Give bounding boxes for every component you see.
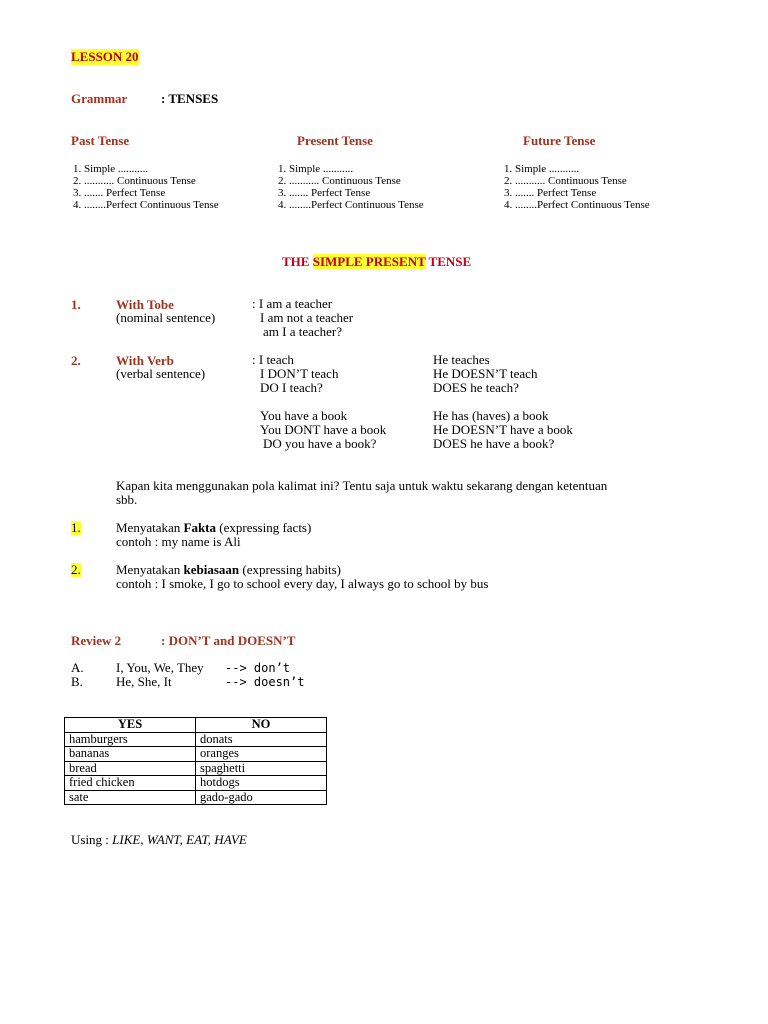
using-label: Using : [71,832,113,847]
table-row [65,776,327,791]
use-1-bold: Fakta [183,520,217,535]
tobe-line-1: : I am a teacher [252,296,333,311]
verb-left-2: I DON’T teach [260,366,339,381]
use-2-number: 2. [71,562,81,577]
table-cell: hamburgers [65,732,196,747]
section-title [282,254,471,270]
rule-b-subject: He, She, It [116,674,172,689]
list-item: 2. ........... Continuous Tense [278,175,401,187]
use-1-pre: Menyatakan [116,520,184,535]
kapan-line-1: Kapan kita menggunakan pola kalimat ini? Tentu saja untuk waktu sekarang dengan ketentuan [116,478,608,493]
use-1-number: 1. [71,520,81,535]
tense-title-present: Present Tense [297,133,373,148]
rule-a-letter: A. [71,660,84,675]
table-header-yes: YES [65,718,196,733]
table-row [65,790,327,805]
list-item: 4. ........Perfect Continuous Tense [278,199,424,211]
grammar-label: Grammar [71,91,128,106]
table-cell: gado-gado [196,790,327,805]
section-title-highlight: SIMPLE PRESENT [312,254,426,269]
use-2-post: (expressing habits) [239,562,341,577]
verb-left2-1: You have a book [260,408,348,423]
tense-list-present [278,163,424,211]
list-item: 4. ........Perfect Continuous Tense [73,199,219,211]
verb-right2-1: He has (haves) a book [433,408,549,423]
verb-left-1: : I teach [252,352,294,367]
tense-list-past [73,163,219,211]
review-label: Review 2 [71,633,122,648]
verb-sub: (verbal sentence) [116,366,206,381]
rule-a-arrow: --> don’t [225,661,291,675]
use-1-post: (expressing facts) [216,520,312,535]
review-value: : DON’T and DOESN’T [161,633,296,648]
tobe-line-3: am I a teacher? [263,324,343,339]
tobe-label: With Tobe [116,297,174,312]
list-item: 4. ........Perfect Continuous Tense [504,199,650,211]
tense-title-past: Past Tense [71,133,130,148]
table-cell: hotdogs [196,776,327,791]
tobe-sub: (nominal sentence) [116,310,216,325]
verb-number: 2. [71,353,81,368]
section-title-pre: THE [282,254,313,269]
use-1-example: contoh : my name is Ali [116,534,241,549]
table-cell: donats [196,732,327,747]
use-2-pre: Menyatakan [116,562,184,577]
table-row [65,761,327,776]
kapan-line-2: sbb. [116,492,138,507]
list-item: 3. ....... Perfect Tense [73,187,166,199]
rule-a-subject: I, You, We, They [116,660,204,675]
lesson-title: LESSON 20 [71,49,139,64]
list-item: 3. ....... Perfect Tense [504,187,597,199]
table-header-no: NO [196,718,327,733]
table-header-row [65,718,327,733]
rule-b-letter: B. [71,674,83,689]
list-item: 3. ....... Perfect Tense [278,187,371,199]
tobe-line-2: I am not a teacher [260,310,354,325]
list-item: 1. Simple ........... [73,163,149,175]
tense-list-future [504,163,650,211]
verb-right-3: DOES he teach? [433,380,519,395]
yes-no-table [64,717,327,805]
using-line [71,833,247,847]
table-row [65,747,327,762]
use-2-bold: kebiasaan [183,562,240,577]
using-words: LIKE, WANT, EAT, HAVE [112,832,247,847]
table-row [65,732,327,747]
table-cell: bananas [65,747,196,762]
table-cell: sate [65,790,196,805]
section-title-post: TENSE [425,254,472,269]
use-2-example: contoh : I smoke, I go to school every day, I always go to school by bus [116,576,489,591]
verb-right2-2: He DOESN’T have a book [433,422,573,437]
verb-right-2: He DOESN’T teach [433,366,538,381]
list-item: 1. Simple ........... [504,163,580,175]
verb-right-1: He teaches [433,352,490,367]
verb-right2-3: DOES he have a book? [433,436,555,451]
tobe-number: 1. [71,297,81,312]
table-cell: bread [65,761,196,776]
verb-label: With Verb [116,353,174,368]
table-cell: spaghetti [196,761,327,776]
verb-left2-3: DO you have a book? [263,436,377,451]
use-2-text [116,563,341,577]
verb-left2-2: You DONT have a book [260,422,387,437]
table-cell: oranges [196,747,327,762]
list-item: 2. ........... Continuous Tense [504,175,627,187]
table-cell: fried chicken [65,776,196,791]
rule-b-arrow: --> doesn’t [225,675,305,689]
list-item: 2. ........... Continuous Tense [73,175,196,187]
list-item: 1. Simple ........... [278,163,354,175]
grammar-value: : TENSES [161,91,219,106]
tense-title-future: Future Tense [523,133,596,148]
use-1-text [116,521,311,535]
verb-left-3: DO I teach? [260,380,323,395]
